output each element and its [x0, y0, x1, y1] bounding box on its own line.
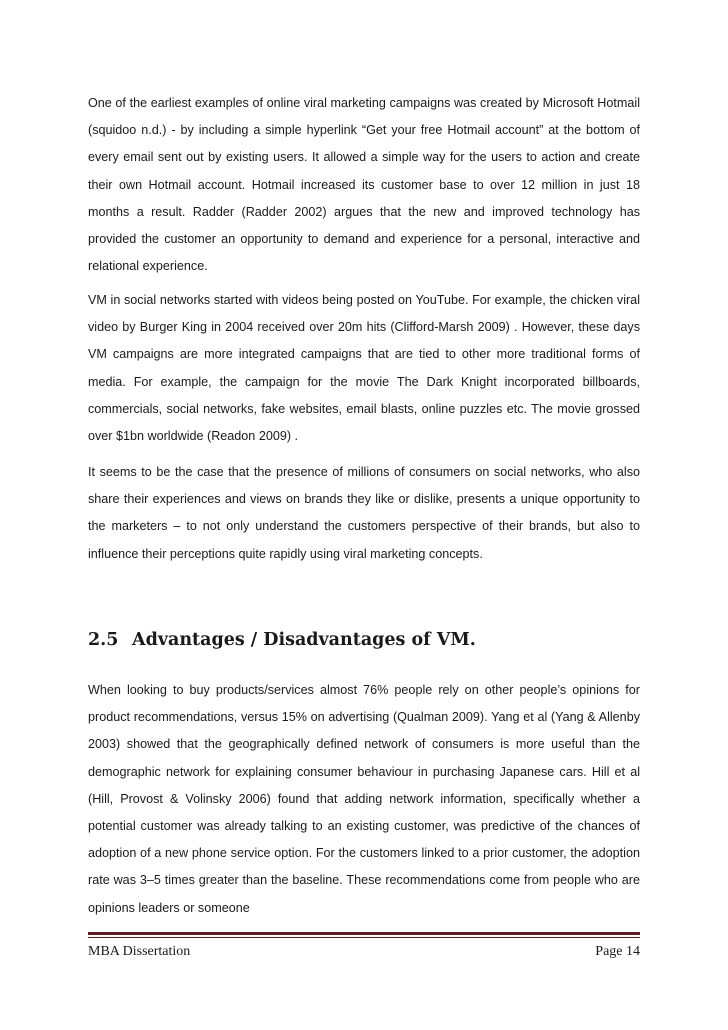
page-number: Page 14 — [595, 944, 640, 959]
paragraph-opinions: When looking to buy products/services almost 76% people rely on other people’s opinions for product recommendations, versus 15% on advertising (Qualman 2009). Yang et al (Yang & Allenby 2003) showed that the geographically defined network of consumers is more useful than the demographic network for explaining consumer behaviour in purchasing Japanese cars. Hill et al (Hill, Provost & Volinsky 2006) found that adding network information, specifically whether a potential customer was already talking to an existing customer, was predictive of the chances of adoption of a new phone service option. For the customers linked to a prior customer, the adoption rate was 3–5 times greater than the baseline. These recommendations come from people who are opinions leaders or someone — [88, 683, 640, 915]
section-title: Advantages / Disadvantages of VM. — [132, 630, 476, 650]
paragraph-social-networks: VM in social networks started with videos being posted on YouTube. For example, the chicken viral video by Burger King in 2004 received over 20m hits (Clifford-Marsh 2009) . However, these days VM campaigns are more integrated campaigns that are tied to other more traditional forms of media. For example, the campaign for the movie The Dark Knight incorporated billboards, commercials, social networks, fake websites, email blasts, online puzzles etc. The movie grossed over $1bn worldwide (Readon 2009) . — [88, 293, 640, 444]
footer-rule-thick — [88, 932, 640, 935]
footer-rule-thin — [88, 937, 640, 938]
section-number: 2.5 — [88, 630, 119, 650]
paragraph-consumers: It seems to be the case that the presence of millions of consumers on social networks, who also share their experiences and views on brands they like or dislike, presents a unique opportunity to the marketers – to not only understand the customers perspective of their brands, but also to influence their perceptions quite rapidly using viral marketing concepts. — [88, 465, 640, 561]
section-heading — [88, 630, 640, 650]
paragraph-hotmail: One of the earliest examples of online viral marketing campaigns was created by Microsoft Hotmail (squidoo n.d.) - by including a simple hyperlink “Get your free Hotmail account” at the bottom of every email sent out by existing users. It allowed a simple way for the users to action and create their own Hotmail account. Hotmail increased its customer base to over 12 million in just 18 months a result. Radder (Radder 2002) argues that the new and improved technology has provided the customer an opportunity to demand and experience for a personal, interactive and relational experience. — [88, 96, 640, 274]
footer-title: MBA Dissertation — [88, 944, 191, 959]
